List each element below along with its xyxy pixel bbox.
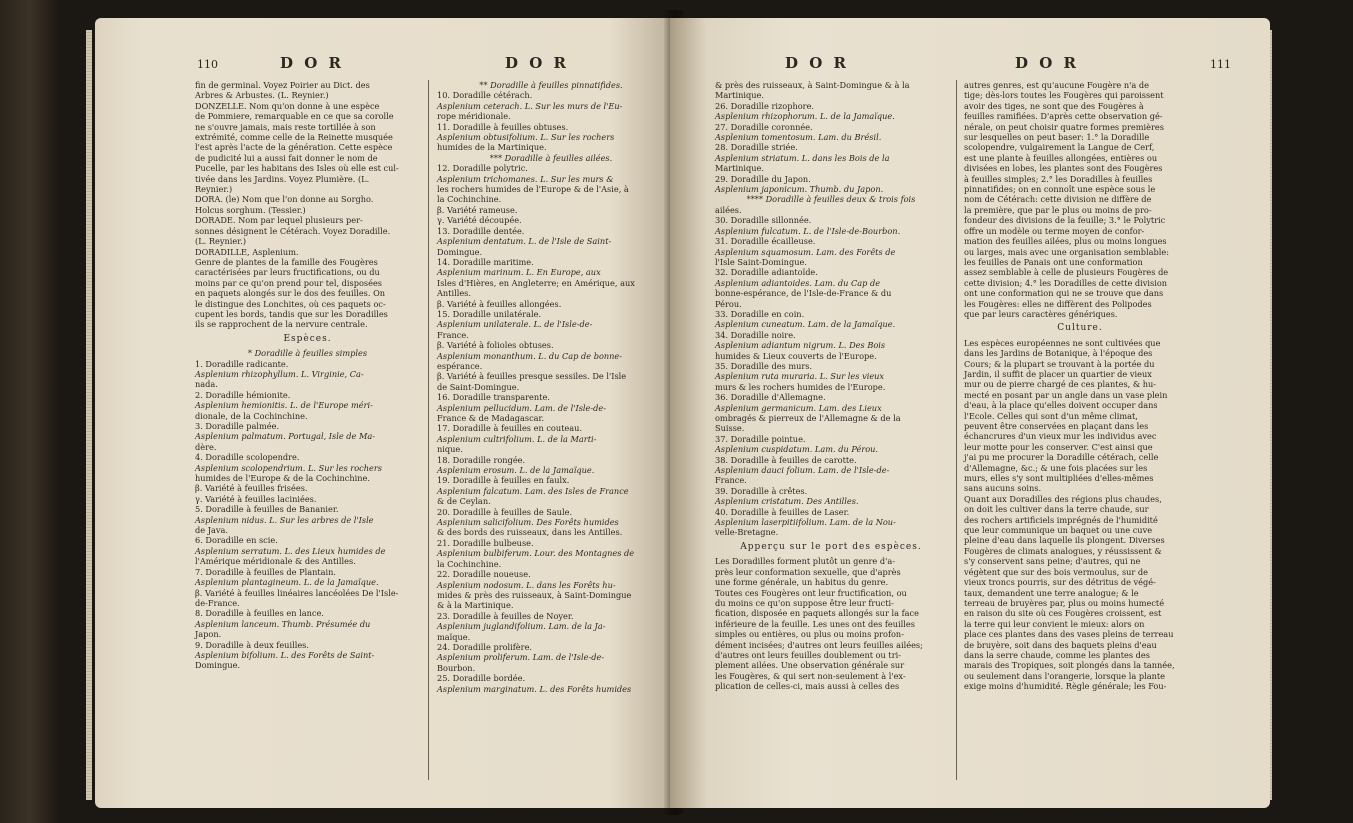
text-line: la Cochinchine. <box>437 194 502 205</box>
text-line: (L. Reynier.) <box>195 236 247 247</box>
text-line: scolopendre, vulgairement la Langue de Cerf, <box>964 142 1155 153</box>
text-line: ou seulement dans l'orangerie, lorsque la plante <box>964 670 1165 681</box>
text-line: Antilles. <box>437 288 471 299</box>
text-line: β. Variété à feuilles frisées. <box>195 483 308 494</box>
text-line: de bruyère, soit dans des baquets pleins d'eau <box>964 639 1157 650</box>
text-line: terreau de bruyères par, plus ou moins humecté <box>964 597 1165 608</box>
text-line: DORADE. Nom par lequel plusieurs per- <box>195 215 363 226</box>
text-line: sonnes désignent le Cétérach. Voyez Doradille. <box>195 225 391 236</box>
text-line: Holcus sorghum. (Tessier.) <box>195 204 306 215</box>
text-line: *** Doradille à feuilles ailées. <box>489 152 613 163</box>
text-line: Asplenium juglandifolium. Lam. de la Ja- <box>437 621 606 632</box>
text-line: d'Allemagne, &c.; & une fois placées sur les <box>964 462 1148 473</box>
text-line: de Java. <box>195 525 228 536</box>
text-line: Asplenium nidus. L. Sur les arbres de l'Isle <box>195 514 374 525</box>
text-line: dionale, de la Cochinchine. <box>195 410 308 421</box>
text-line: l'Amérique méridionale & des Antilles. <box>195 556 356 567</box>
text-line: offre un modèle ou terme moyen de confor- <box>964 225 1145 236</box>
left-page <box>95 18 680 808</box>
text-line: * Doradille à feuilles simples <box>247 348 368 359</box>
right-column-1 <box>715 80 947 692</box>
text-line: avoir des tiges, ne sont que des Fougères à <box>964 100 1144 111</box>
text-line: simples ou entières, ou plus ou moins profon- <box>715 629 904 640</box>
text-line: Asplenium bifolium. L. des Forêts de Saint- <box>195 649 375 660</box>
text-line: 38. Doradille à feuilles de carotte. <box>715 454 857 465</box>
text-line: Bourbon. <box>437 662 476 673</box>
text-line: fin de germinal. Voyez Poirier au Dict. des <box>195 80 370 90</box>
text-line: 4. Doradille scolopendre. <box>195 452 300 463</box>
text-line: 29. Doradille du Japon. <box>715 173 811 184</box>
text-line: Asplenium cuspidatum. Lam. du Pérou. <box>715 444 879 455</box>
text-line: 15. Doradille unilatérale. <box>437 308 542 319</box>
right-column-rule <box>956 80 957 780</box>
text-line: leur motte pour les conserver. C'est ainsi que <box>964 441 1153 452</box>
text-line: 13. Doradille dentée. <box>437 225 525 236</box>
text-line: Asplenium ruta muraria. L. Sur les vieux <box>715 371 885 382</box>
text-line: Japon. <box>195 629 222 640</box>
text-line: nom de Cétérach: cette division ne diffère de <box>964 194 1152 205</box>
text-line: ne s'ouvre jamais, mais reste tortillée à son <box>195 121 376 132</box>
text-line: la terre qui leur convient le mieux: alors on <box>964 618 1145 629</box>
text-line: une forme générale, un habitus du genre. <box>715 577 889 588</box>
text-line: Asplenium erosum. L. de la Jamaïque. <box>437 465 595 476</box>
text-line: 19. Doradille à feuilles en faulx. <box>437 475 570 486</box>
text-line: pinnatifides; on en connoît une espèce sous le <box>964 184 1156 195</box>
text-line: velle-Bretagne. <box>715 527 779 538</box>
text-line: feuilles ramifiées. D'après cette observation gé- <box>964 111 1163 122</box>
text-line: Asplenium monanthum. L. du Cap de bonne- <box>437 350 623 361</box>
left-running-header: D O R <box>280 54 344 72</box>
text-line: les feuilles de Panais ont une conformation <box>964 256 1143 267</box>
text-line: Martinique. <box>715 163 764 174</box>
text-line: 6. Doradille en scie. <box>195 535 278 546</box>
text-line: France & de Madagascar. <box>437 413 545 423</box>
text-line: sans aucuns soins. <box>964 483 1042 494</box>
text-line: nada. <box>195 379 218 390</box>
text-line: dément incisées; d'autres ont leurs feuilles ailées; <box>715 639 923 650</box>
text-line: Asplenium dentatum. L. de l'Isle de Saint- <box>437 236 612 247</box>
text-line: l'Isle Saint-Domingue. <box>715 256 807 267</box>
text-line: Asplenium falcatum. Lam. des Isles de France <box>437 485 629 496</box>
text-line: β. Variété à feuilles allongées. <box>437 298 562 309</box>
text-line: β. Variété à folioles obtuses. <box>437 340 554 351</box>
text-line: Asplenium obtusifolium. L. Sur les rochers <box>437 132 615 143</box>
text-line: que leur communique un baquet ou une cuve <box>964 525 1153 536</box>
text-line: Fougères de climats analogues, y réussissent & <box>964 545 1162 556</box>
text-line: β. Variété rameuse. <box>437 204 518 215</box>
text-line: plement ailées. Une observation générale sur <box>715 660 905 671</box>
text-line: γ. Variété découpée. <box>437 215 522 226</box>
text-line: Asplenium serratum. L. des Lieux humides de <box>195 545 386 556</box>
text-line: autres genres, est qu'aucune Fougère n'a de <box>964 80 1149 90</box>
text-line: Asplenium ceterach. L. Sur les murs de l'Eu- <box>437 100 623 111</box>
text-line: 7. Doradille à feuilles de Plantain. <box>195 566 337 577</box>
left-column-1 <box>195 80 420 671</box>
text-line: 10. Doradille cétérach. <box>437 90 533 101</box>
text-line: le distingue des Lonchites, où ces paquets oc- <box>195 298 386 309</box>
text-line: & des bords des ruisseaux, dans les Antilles. <box>437 527 623 538</box>
text-line: 3. Doradille palmée. <box>195 421 280 431</box>
text-line: Asplenium dauci folium. Lam. de l'Isle-de- <box>715 465 890 476</box>
text-line: est une plante à feuilles allongées, entières ou <box>964 152 1158 163</box>
text-line: les rochers humides de l'Europe & de l'Asie, à <box>437 184 629 195</box>
text-line: bonne-espérance, de l'Isle-de-France & du <box>715 288 892 299</box>
text-line: végètent que sur des bois vermoulus, sur de <box>964 566 1149 577</box>
text-line: 33. Doradille en coin. <box>715 308 805 319</box>
text-line: 5. Doradille à feuilles de Bananier. <box>195 504 339 515</box>
right-column-2 <box>964 80 1196 692</box>
text-line: 26. Doradille rizophore. <box>715 100 815 111</box>
text-line: mation des feuilles ailées, plus ou moins longues <box>964 236 1167 247</box>
text-line: Asplenium scolopendrium. L. Sur les rochers <box>195 462 382 473</box>
text-line: plication de celles-ci, mais aussi à celles des <box>715 681 900 692</box>
text-line: Quant aux Doradilles des régions plus chaudes, <box>964 493 1162 504</box>
text-line: ont une conformation qui ne se trouve que dans <box>964 288 1164 299</box>
text-line: on doit les cultiver dans la terre chaude, sur <box>964 504 1149 515</box>
text-line: 11. Doradille à feuilles obtuses. <box>437 121 569 132</box>
text-line: mecté en posant par un angle dans un vase plein <box>964 389 1168 400</box>
left-page-number: 110 <box>197 58 218 71</box>
text-line: Asplenium adiantoides. Lam. du Cap de <box>715 277 881 288</box>
text-line: 21. Doradille bulbeuse. <box>437 537 534 548</box>
text-line: France. <box>715 475 747 486</box>
text-line: Culture. <box>1057 323 1103 334</box>
text-line: 36. Doradille d'Allemagne. <box>715 392 826 403</box>
text-line: 35. Doradille des murs. <box>715 360 813 371</box>
text-line: 25. Doradille bordée. <box>437 673 526 684</box>
text-line: Asplenium fulcatum. L. de l'Isle-de-Bourbon. <box>715 225 901 236</box>
text-line: Genre de plantes de la famille des Fougères <box>195 256 378 267</box>
text-line: 28. Doradille striée. <box>715 142 798 153</box>
text-line: la première, que par le plus ou moins de pro- <box>964 204 1152 215</box>
text-line: Isles d'Hières, en Angleterre; en Amérique, aux <box>437 277 635 288</box>
text-line: dans les Jardins de Botanique, à l'époque des <box>964 348 1153 359</box>
text-line: espérance. <box>437 360 483 371</box>
text-line: γ. Variété à feuilles laciniées. <box>195 493 317 504</box>
text-line: Asplenium cultrifolium. L. de la Marti- <box>437 433 597 444</box>
text-line: Domingue. <box>195 660 241 671</box>
text-line: 40. Doradille à feuilles de Laser. <box>715 506 850 517</box>
text-line: 2. Doradille hémionite. <box>195 389 291 400</box>
text-line: j'ai pu me procurer la Doradille cétérach, celle <box>964 452 1159 463</box>
text-line: Reynier.) <box>195 184 233 195</box>
text-line: échancrures d'un vieux mur les individus avec <box>964 431 1157 442</box>
text-line: 24. Doradille prolifère. <box>437 641 533 652</box>
text-line: cupent les bords, tandis que sur les Doradilles <box>195 308 388 319</box>
text-line: DONZELLE. Nom qu'on donne à une espèce <box>195 100 380 111</box>
text-line: Asplenium nodosum. L. dans les Forêts hu- <box>437 579 616 590</box>
text-line: les Fougères: elles ne diffèrent des Polipodes <box>964 298 1152 309</box>
text-line: inférieure de la feuille. Les unes ont des feuilles <box>715 618 915 629</box>
text-line: près leur conformation sexuelle, que d'après <box>715 566 901 577</box>
text-line: 17. Doradille à feuilles en couteau. <box>437 423 582 434</box>
text-line: & à la Martinique. <box>437 600 514 611</box>
text-line: que par leurs caractères génériques. <box>964 308 1118 319</box>
right-running-header: D O R <box>785 54 849 72</box>
right-running-header-col2: D O R <box>1015 54 1079 72</box>
text-line: Asplenium japonicum. Thumb. du Japon. <box>715 184 884 195</box>
text-line: mides & près des ruisseaux, à Saint-Domingue <box>437 589 632 600</box>
text-line: Asplenium rhizophorum. L. de la Jamaïque. <box>715 111 895 122</box>
right-page-number: 111 <box>1210 58 1231 71</box>
text-line: Asplenium cristatum. Des Antilles. <box>715 496 859 507</box>
text-line: 16. Doradille transparente. <box>437 392 550 403</box>
text-line: sur lesquelles on peut baser: 1.° la Doradille <box>964 132 1150 143</box>
text-line: humides & Lieux couverts de l'Europe. <box>715 350 877 361</box>
text-line: mur ou de pierre chargé de ces plantes, & hu- <box>964 379 1157 390</box>
text-line: 8. Doradille à feuilles en lance. <box>195 608 324 619</box>
text-line: Asplenium salicifolium. Des Forêts humides <box>437 517 619 528</box>
text-line: DORA. (le) Nom que l'on donne au Sorgho. <box>195 194 374 205</box>
text-line: β. Variété à feuilles linéaires lancéolées De l'Isle- <box>195 587 399 598</box>
text-line: Asplenium cuneatum. Lam. de la Jamaïque. <box>715 319 896 330</box>
text-line: du moins ce qu'on suppose être leur fructi- <box>715 597 894 608</box>
text-line: Asplenium laserpitiifolium. Lam. de la Nou- <box>715 517 896 528</box>
left-running-header-col2: D O R <box>505 54 569 72</box>
text-line: s'y conservent sans peine; d'autres, qui ne <box>964 556 1141 567</box>
text-line: Asplenium hemionitis. L. de l'Europe méri- <box>195 400 373 411</box>
text-line: 34. Doradille noire. <box>715 329 796 340</box>
text-line: Asplenium marginatum. L. des Forêts humides <box>437 683 632 694</box>
text-line: ailées. <box>715 204 742 215</box>
text-line: dans la serre chaude, comme les plantes des <box>964 649 1150 660</box>
text-line: de-France. <box>195 597 240 608</box>
text-line: extrémité, comme celle de la Reinette musquée <box>195 132 393 143</box>
text-line: nérale, on peut choisir quatre formes premières <box>964 121 1164 132</box>
text-line: Toutes ces Fougères ont leur fructification, ou <box>715 587 907 598</box>
text-line: Asplenium rhizophyllum. L. Virginie, Ca- <box>195 368 364 379</box>
text-line: ou larges, mais avec une organisation semblable: <box>964 246 1169 257</box>
text-line: marais des Tropiques, soit plongés dans la tannée, <box>964 660 1175 671</box>
text-line: 22. Doradille noueuse. <box>437 569 531 580</box>
text-line: Apperçu sur le port des espèces. <box>740 541 922 552</box>
text-line: murs, elles s'y sont multipliées d'elles-mêmes <box>964 473 1154 484</box>
text-line: caractérisées par leurs fructifications, ou du <box>195 267 380 278</box>
text-line: 14. Doradille maritime. <box>437 256 534 267</box>
text-line: DORADILLE, Asplenium. <box>195 246 299 257</box>
text-line: pleine d'eau dans laquelle ils plongent. Diverses <box>964 535 1165 546</box>
text-line: Les espèces européennes ne sont cultivées que <box>964 337 1161 348</box>
text-line: ombragés & pierreux de l'Allemagne & de la <box>715 413 901 423</box>
text-line: & de Ceylan. <box>437 496 491 507</box>
text-line: fondeur des divisions de la feuille; 3.° le Polytric <box>964 215 1166 226</box>
text-line: taux, demandent une terre analogue; & le <box>964 587 1139 598</box>
text-line: Asplenium pellucidum. Lam. de l'Isle-de- <box>437 402 606 413</box>
text-line: 1. Doradille radicante. <box>195 358 289 369</box>
text-line: assez semblable à celle de plusieurs Fougères de <box>964 267 1169 278</box>
text-line: Asplenium palmatum. Portugal, Isle de Ma- <box>195 431 376 442</box>
text-line: divisées en lobes, les plantes sont des Fougères <box>964 163 1163 174</box>
text-line: d'eau, à la place qu'elles doivent occuper dans <box>964 400 1158 411</box>
text-line: 12. Doradille polytric. <box>437 163 528 174</box>
text-line: ** Doradille à feuilles pinnatifides. <box>479 80 623 90</box>
text-line: peuvent être conservées en plaçant dans les <box>964 421 1149 431</box>
text-line: humides de l'Europe & de la Cochinchine. <box>195 473 370 484</box>
text-line: Asplenium squamosum. Lam. des Forêts de <box>715 246 896 257</box>
text-line: Espèces. <box>283 333 332 344</box>
text-line: rope méridionale. <box>437 111 511 122</box>
text-line: 39. Doradille à crêtes. <box>715 485 808 496</box>
text-line: β. Variété à feuilles presque sessiles. De l'Isle <box>437 371 627 382</box>
text-line: vieux troncs pourris, sur des détritus de végé- <box>964 577 1156 588</box>
text-line: Pucelle, par les habitans des Isles où elle est cul- <box>195 163 399 174</box>
text-line: Asplenium unilaterale. L. de l'Isle-de- <box>437 319 593 330</box>
text-line: 30. Doradille sillonnée. <box>715 215 812 226</box>
text-line: **** Doradille à feuilles deux & trois fois <box>746 194 916 205</box>
text-line: Martinique. <box>715 90 764 101</box>
text-line: Jardin, il suffit de placer un quartier de vieux <box>964 368 1152 379</box>
text-line: en raison du site où ces Fougères croissent, est <box>964 608 1162 619</box>
text-line: moins par ce qu'on prend pour tel, disposées <box>195 277 382 288</box>
text-line: Asplenium striatum. L. dans les Bois de la <box>715 152 890 163</box>
left-column-rule <box>428 80 429 780</box>
text-line: Cours; & la plupart se trouvant à la portée du <box>964 358 1155 369</box>
text-line: des rochers artificiels imprégnés de l'humidité <box>964 514 1158 525</box>
text-line: & près des ruisseaux, à Saint-Domingue & à la <box>715 80 910 90</box>
text-line: Asplenium proliferum. Lam. de l'Isle-de- <box>437 652 605 663</box>
text-line: dère. <box>195 441 217 452</box>
text-line: nique. <box>437 444 463 455</box>
text-line: 9. Doradille à deux feuilles. <box>195 639 309 650</box>
text-line: 27. Doradille coronnée. <box>715 121 813 132</box>
text-line: 37. Doradille pointue. <box>715 433 806 444</box>
text-line: 23. Doradille à feuilles de Noyer. <box>437 610 574 621</box>
text-line: 20. Doradille à feuilles de Saule. <box>437 506 573 517</box>
text-line: Asplenium trichomanes. L. Sur les murs & <box>437 173 614 184</box>
text-line: fication, disposée en paquets allongés sur la face <box>715 608 919 619</box>
text-line: humides de la Martinique. <box>437 142 547 153</box>
text-line: Asplenium adiantum nigrum. L. Des Bois <box>715 340 886 351</box>
text-line: place ces plantes dans des vases pleins de terreau <box>964 629 1174 640</box>
text-line: à feuilles simples; 2.° les Doradilles à feuilles <box>964 173 1153 184</box>
text-line: Asplenium plantagineum. L. de la Jamaïque. <box>195 577 379 588</box>
text-line: France. <box>437 329 469 340</box>
text-line: tivée dans les Jardins. Voyez Plumière. (L. <box>195 173 370 184</box>
text-line: Arbres & Arbustes. (L. Reynier.) <box>195 90 329 101</box>
text-line: l'est après l'acte de la génération. Cette espèce <box>195 142 393 153</box>
text-line: Asplenium lanceum. Thumb. Présumée du <box>195 618 371 629</box>
text-line: en paquets alongés sur le dos des feuilles. On <box>195 288 386 299</box>
text-line: Asplenium germanicum. Lam. des Lieux <box>715 402 882 413</box>
text-line: Asplenium tomentosum. Lam. du Brésil. <box>715 132 882 143</box>
text-line: 18. Doradille rongée. <box>437 454 526 465</box>
text-line: tige; dès-lors toutes les Fougères qui paroissent <box>964 90 1164 101</box>
text-line: Suisse. <box>715 423 745 434</box>
text-line: Asplenium marinum. L. En Europe, aux <box>437 267 601 278</box>
left-page-edge <box>86 30 92 800</box>
text-line: l'Ecole. Celles qui sont d'un même climat, <box>964 410 1138 421</box>
text-line: de Pommiere, remarquable en ce que sa corolle <box>195 111 394 122</box>
text-line: de pudicité lui a aussi fait donner le nom de <box>195 152 378 163</box>
text-line: 31. Doradille écailleuse. <box>715 236 816 247</box>
text-line: cette division; 4.° les Doradilles de cette division <box>964 277 1168 288</box>
text-line: la Cochinchine. <box>437 558 502 569</box>
text-line: ils se rapprochent de la nervure centrale. <box>195 319 368 330</box>
text-line: Les Doradilles forment plutôt un genre d'a- <box>715 556 896 567</box>
text-line: maïque. <box>437 631 471 642</box>
text-line: 32. Doradille adiantoïde. <box>715 267 818 278</box>
text-line: Domingue. <box>437 246 483 257</box>
text-line: de Saint-Domingue. <box>437 381 520 392</box>
text-line: Asplenium bulbiferum. Lour. des Montagnes de <box>437 548 635 559</box>
text-line: exige moins d'humidité. Règle générale; les Fou- <box>964 681 1167 692</box>
right-page <box>670 18 1270 808</box>
text-line: murs & les rochers humides de l'Europe. <box>715 381 886 392</box>
text-line: Pérou. <box>715 298 742 309</box>
left-column-2 <box>437 80 665 694</box>
text-line: les Fougères, & qui sert non-seulement à l'ex- <box>715 670 906 681</box>
text-line: d'autres ont leurs feuilles doublement ou tri- <box>715 649 902 660</box>
